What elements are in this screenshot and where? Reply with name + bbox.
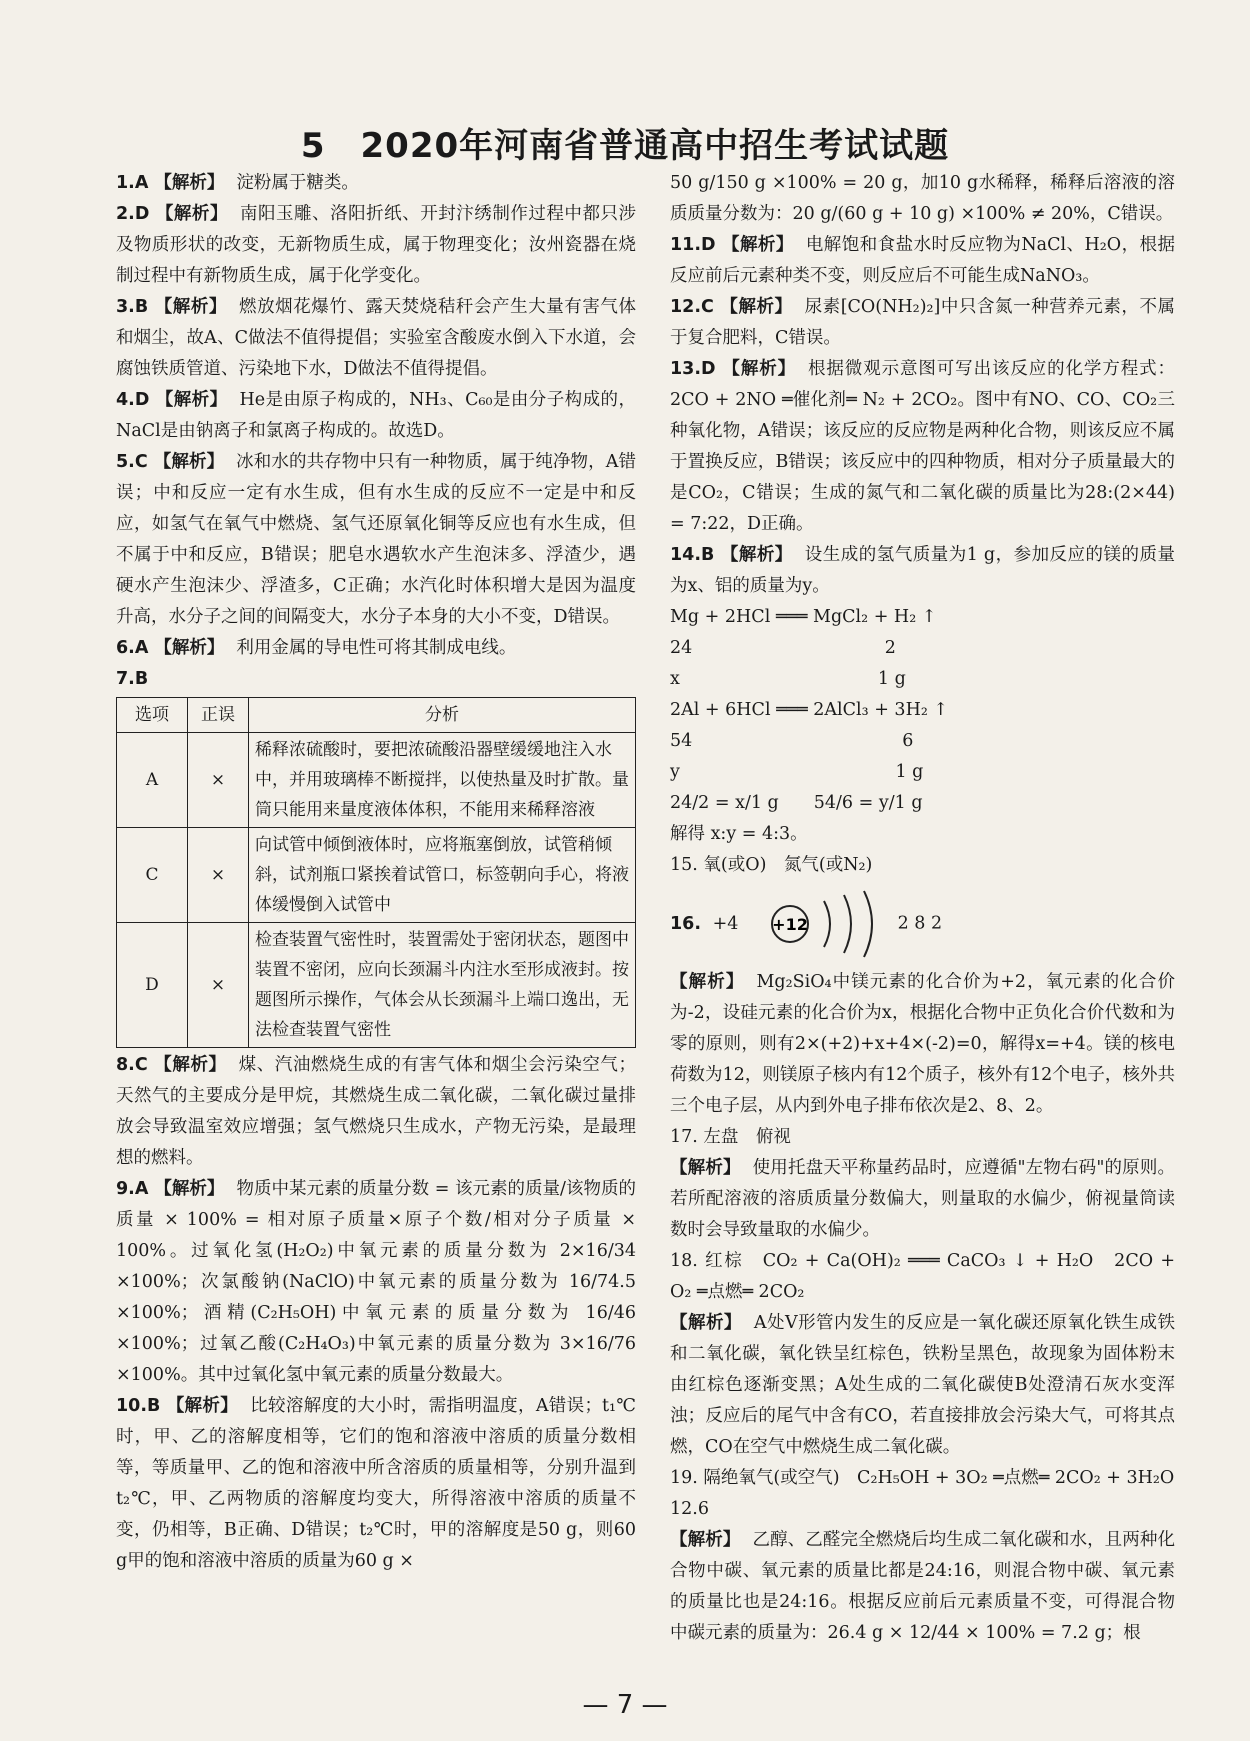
answer-9: 9.A 【解析】 物质中某元素的质量分数 = 该元素的质量/该物质的质量 × 100% = 相对原子质量×原子个数/相对分子质量 × 100%。过氧化氢(H₂O₂)中氧元素的质量分数为 2×16/34 ×100%；次氯酸钠(NaClO)中氧元素的质量分数为 16/74.5 ×100%；酒精(C₂H₅OH)中氧元素的质量分数为 16/46 ×100%；过氧乙酸(C₂H₄O₃)中氧元素的质量分数为 3×16/76 ×100%。其中过氧化氢中氧元素的质量分数最大。 — [116, 1179, 636, 1385]
answer-10-continued: 50 g/150 g ×100% = 20 g，加10 g水稀释，稀释后溶液的溶质质量分数为：20 g/(60 g + 10 g) ×100% ≠ 20%，C错误。 — [670, 173, 1175, 224]
nucleus-charge: +12 — [772, 915, 808, 934]
answer-17: 17. 左盘 俯视 — [670, 1127, 791, 1147]
answer-19: 19. 隔绝氧气(或空气) C₂H₅OH + 3O₂ ═点燃═ 2CO₂ + 3H₂O — [670, 1468, 1175, 1488]
equation-al: 2Al + 6HCl ═══ 2AlCl₃ + 3H₂ ↑ — [670, 700, 949, 720]
equation-mg-given: x 1 g — [670, 669, 906, 689]
electron-shell-arc — [864, 891, 872, 957]
answer-16-explanation: 【解析】 Mg₂SiO₄中镁元素的化合价为+2，氧元素的化合价为-2，设硅元素的化合价为x，根据化合物中正负化合价代数和为零的原则，则有2×(+2)+x+4×(-2)=0，解得x=+4。镁的核电荷数为12，则镁原子核内有12个质子，核外有12个电子，核外共三个电子层，从内到外电子排布依次是2、8、2。 — [670, 972, 1175, 1116]
answer-18: 18. 红棕 CO₂ + Ca(OH)₂ ═══ CaCO₃ ↓ + H₂O 2CO + O₂ ═点燃═ 2CO₂ — [670, 1251, 1175, 1302]
answer-19-explanation: 【解析】 乙醇、乙醛完全燃烧后均生成二氧化碳和水，且两种化合物中碳、氧元素的质量比都是24:16，则混合物中碳、氧元素的质量比也是24:16。根据反应前后元素质量不变，可得混合物中碳元素的质量为：26.4 g × 12/44 × 100% = 7.2 g；根 — [670, 1530, 1176, 1643]
answer-4: 4.D 【解析】 He是由原子构成的，NH₃、C₆₀是由分子构成的，NaCl是由钠离子和氯离子构成的。故选D。 — [116, 390, 636, 441]
answer-8: 8.C 【解析】 煤、汽油燃烧生成的有害气体和烟尘会污染空气；天然气的主要成分是甲烷，其燃烧生成二氧化碳，二氧化碳过量排放会导致温室效应增强；氢气燃烧只生成水，产物无污染，是最理想的燃料。 — [116, 1055, 637, 1168]
answer-1: 1.A 【解析】 淀粉属于糖类。 — [116, 173, 359, 193]
answer-16: 16. +4 +12 2 8 2 — [670, 889, 1175, 959]
answer-6: 6.A 【解析】 利用金属的导电性可将其制成电线。 — [116, 638, 517, 658]
magnesium-atom-structure-diagram — [762, 889, 892, 959]
solution: 解得 x:y = 4:3。 — [670, 824, 808, 844]
answer-14: 14.B 【解析】 设生成的氢气质量为1 g，参加反应的镁的质量为x、铝的质量为y。 — [670, 545, 1175, 596]
table-header-row: 选项 正误 分析 — [117, 698, 636, 733]
answer-3: 3.B 【解析】 燃放烟花爆竹、露天焚烧秸秆会产生大量有害气体和烟尘，故A、C做法不值得提倡；实验室含酸废水倒入下水道，会腐蚀铁质管道、污染地下水，D做法不值得提倡。 — [116, 297, 637, 379]
table-row: C × 向试管中倾倒液体时，应将瓶塞倒放，试管稍倾斜，试剂瓶口紧挨着试管口，标签朝向手心，将液体缓慢倒入试管中 — [117, 828, 636, 923]
answer-2: 2.D 【解析】 南阳玉雕、洛阳折纸、开封汴绣制作过程中都只涉及物质形状的改变，无新物质生成，属于物理变化；汝州瓷器在烧制过程中有新物质生成，属于化学变化。 — [116, 204, 637, 286]
electron-shell-arc — [824, 901, 830, 947]
page-title: 5 2020年河南省普通高中招生考试试题 — [300, 126, 950, 166]
electron-shell-counts: 2 8 2 — [897, 913, 943, 934]
analysis-table — [116, 697, 636, 1048]
answer-5: 5.C 【解析】 冰和水的共存物中只有一种物质，属于纯净物，A错误；中和反应一定有水生成，但有水生成的反应不一定是中和反应，如氢气在氧气中燃烧、氢气还原氧化铜等反应也有水生成，但不属于中和反应，B错误；肥皂水遇软水产生泡沫多、浮渣少，遇硬水产生泡沫少、浮渣多，C正确；水汽化时体积增大是因为温度升高，水分子之间的间隔变大，水分子本身的大小不变，D错误。 — [116, 452, 636, 627]
page-number: — 7 — — [582, 1690, 668, 1720]
answer-7: 7.B — [116, 669, 149, 689]
answer-18-explanation: 【解析】 A处V形管内发生的反应是一氧化碳还原氧化铁生成铁和二氧化碳，氧化铁呈红棕色，铁粉呈黑色，故现象为固体粉末由红棕色逐渐变黑；A处生成的二氧化碳使B处澄清石灰水变浑浊；反应后的尾气中含有CO，若直接排放会污染大气，可将其点燃，CO在空气中燃烧生成二氧化碳。 — [670, 1313, 1175, 1457]
equation-al-given: y 1 g — [670, 762, 924, 782]
answer-13: 13.D 【解析】 根据微观示意图可写出该反应的化学方程式：2CO + 2NO ═催化剂═ N₂ + 2CO₂。图中有NO、CO、CO₂三种氧化物，A错误；该反应的反应物是两种化合物，则该反应不属于置换反应，B错误；该反应中的四种物质，相对分子质量最大的是CO₂，C错误；生成的氮气和二氧化碳的质量比为28:(2×44) = 7:22，D正确。 — [670, 359, 1176, 534]
ratio-equation: 24/2 = x/1 g 54/6 = y/1 g — [670, 793, 923, 813]
answer-10: 10.B 【解析】 比较溶解度的大小时，需指明温度，A错误；t₁℃时，甲、乙的溶解度相等，它们的饱和溶液中溶质的质量分数相等，等质量甲、乙的饱和溶液中所含溶质的质量相等，分别升温到t₂℃，甲、乙两物质的溶解度均变大，所得溶液中溶质的质量不变，仍相等，B正确、D错误；t₂℃时，甲的溶解度是50 g，则60 g甲的饱和溶液中溶质的质量为60 g × — [116, 1396, 636, 1571]
right-column — [670, 168, 1175, 1649]
table-row: A × 稀释浓硫酸时，要把浓硫酸沿器壁缓缓地注入水中，并用玻璃棒不断搅拌，以使热量及时扩散。量筒只能用来量度液体体积，不能用来稀释溶液 — [117, 733, 636, 828]
answer-11: 11.D 【解析】 电解饱和食盐水时反应物为NaCl、H₂O，根据反应前后元素种类不变，则反应后不可能生成NaNO₃。 — [670, 235, 1176, 286]
equation-mg-mass: 24 2 — [670, 638, 896, 658]
equation-mg: Mg + 2HCl ═══ MgCl₂ + H₂ ↑ — [670, 607, 937, 627]
answer-17-explanation: 【解析】 使用托盘天平称量药品时，应遵循"左物右码"的原则。若所配溶液的溶质质量分数偏大，则量取的水偏少，俯视量筒读数时会导致量取的水偏少。 — [670, 1158, 1176, 1240]
left-column — [116, 168, 636, 1577]
answer-15: 15. 氧(或O) 氮气(或N₂) — [670, 855, 873, 875]
equation-al-mass: 54 6 — [670, 731, 914, 751]
table-row: D × 检查装置气密性时，装置需处于密闭状态，题图中装置不密闭，应向长颈漏斗内注水至形成液封。按题图所示操作，气体会从长颈漏斗上端口逸出，无法检查装置气密性 — [117, 923, 636, 1048]
answer-12: 12.C 【解析】 尿素[CO(NH₂)₂]中只含氮一种营养元素，不属于复合肥料，C错误。 — [670, 297, 1175, 348]
answer-19-value: 12.6 — [670, 1499, 709, 1519]
electron-shell-arc — [844, 895, 851, 953]
